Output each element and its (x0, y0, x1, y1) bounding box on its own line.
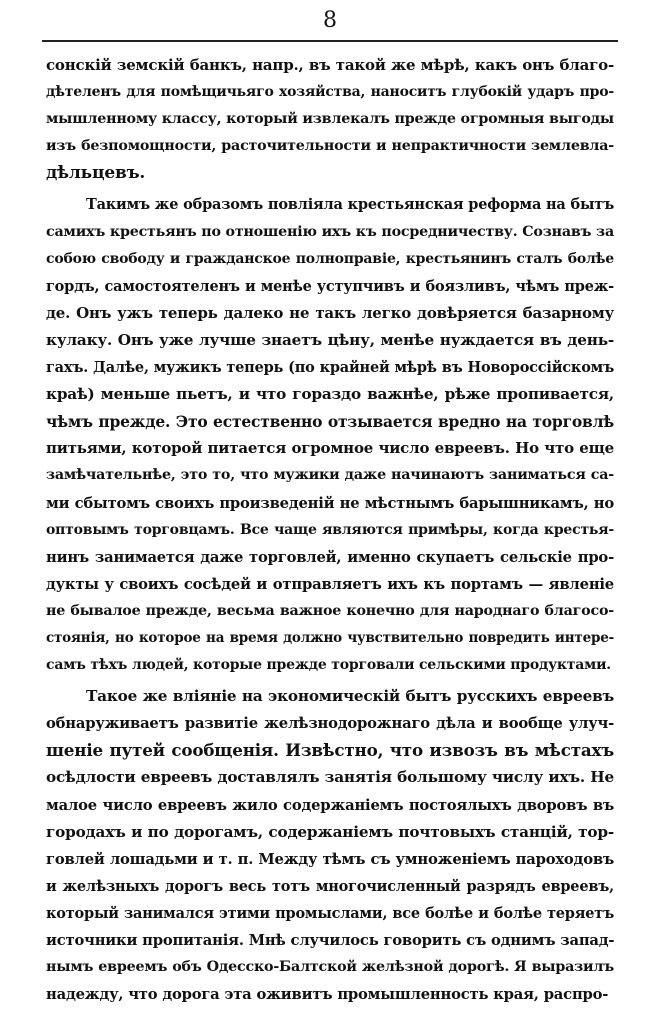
text-line: Такимъ же образомъ повліяла крестьянская реформа на бытъ (86, 196, 614, 214)
text-line: кулаку. Онъ уже лучше знаетъ цѣну, менѣе нуждается въ день- (46, 330, 614, 349)
text-line: нымъ евреемъ объ Одесско-Балтской желѣзной дорогѣ. Я выразилъ (46, 959, 614, 976)
book-page (46, 0, 614, 1028)
page-number: 8 (323, 8, 337, 33)
text-line: дѣтеленъ для помѣщичьяго хозяйства, наноситъ глубокій ударъ про- (46, 84, 614, 101)
header-rule (42, 40, 618, 42)
text-line: говлей лошадьми и т. п. Между тѣмъ съ умноженіемъ пароходовъ (46, 850, 614, 868)
text-line: стоянія, но которое на время должно чувствительно повредить интере- (46, 629, 614, 646)
body-text (46, 52, 614, 1008)
text-line: осѣдлости евреевъ доставлялъ занятія большому числу ихъ. Не (46, 768, 614, 787)
text-line: краѣ) меньше пьетъ, и что гораздо важнѣе, рѣже пропивается, (46, 385, 614, 404)
text-line: городахъ и по дорогамъ, содержаніемъ почтовыхъ станцій, тор- (46, 822, 614, 841)
text-line: обнаруживаетъ развитіе желѣзнодорожнаго дѣла и вообще улуч- (46, 715, 614, 733)
text-line: оптовымъ торговцамъ. Все чаще являются примѣры, когда крестья- (46, 521, 614, 538)
paragraph (46, 191, 614, 679)
text-line: источники пропитанія. Мнѣ случилось говорить съ однимъ запад- (46, 932, 615, 949)
text-line: Такое же вліяніе на экономическій бытъ русскихъ евреевъ (86, 687, 614, 706)
text-line: гордъ, самостоятеленъ и менѣе уступчивъ и боязливъ, чѣмъ преж- (46, 277, 614, 295)
text-line: не бывалое прежде, весьма важное конечно для народнаго благосо- (46, 602, 614, 619)
text-line: самихъ крестьянъ по отношенію ихъ къ посредничеству. Сознавъ за (46, 223, 614, 240)
text-line: шеніе путей сообщенія. Извѣстно, что извозъ въ мѣстахъ (46, 740, 614, 761)
paragraph (46, 683, 614, 1008)
text-line: гахъ. Далѣе, мужикъ теперь (по крайней мѣрѣ въ Новороссійскомъ (46, 359, 614, 377)
text-line: самъ тѣхъ людей, которые прежде торговали сельскими продуктами. (46, 657, 611, 674)
text-line: замѣчательнѣе, это то, что мужики даже начинаютъ заниматься са- (46, 467, 614, 484)
text-line: дѣльцевъ. (46, 163, 146, 184)
text-line: малое число евреевъ жило содержаніемъ постоялыхъ дворовъ въ (46, 796, 614, 814)
text-line: надежду, что дорога эта оживитъ промышленность края, распро- (46, 986, 609, 1004)
text-line: собою свободу и гражданское полноправіе, крестьянинъ сталъ болѣе (46, 250, 614, 267)
text-line: нинъ занимается даже торговлей, именно скупаетъ сельскіе про- (46, 548, 614, 566)
text-line: дукты у своихъ сосѣдей и отправляетъ ихъ къ портамъ — явленіе (46, 575, 614, 593)
text-line: и желѣзныхъ дорогъ весь тотъ многочисленный разрядъ евреевъ, (46, 877, 614, 895)
text-line: ми сбытомъ своихъ произведеній не мѣстнымъ барышникамъ, но (46, 494, 614, 512)
text-line: изъ безпомощности, расточительности и непрактичности землевла- (46, 138, 614, 155)
paragraph (46, 52, 614, 187)
text-line: сонскій земскій банкъ, напр., въ такой же мѣрѣ, какъ онъ благо- (46, 56, 614, 74)
text-line: чѣмъ прежде. Это естественно отзывается вредно на торговлѣ (46, 412, 614, 432)
text-line: мышленному классу, который извлекалъ прежде огромныя выгоды (46, 111, 615, 128)
text-line: который занимался этими промыслами, все болѣе и болѣе теряетъ (46, 904, 614, 922)
text-line: питьями, которой питается огромное число евреевъ. Но что еще (46, 439, 614, 458)
text-line: де. Онъ ужъ теперь далеко не такъ легко довѣряется базарному (46, 303, 614, 322)
